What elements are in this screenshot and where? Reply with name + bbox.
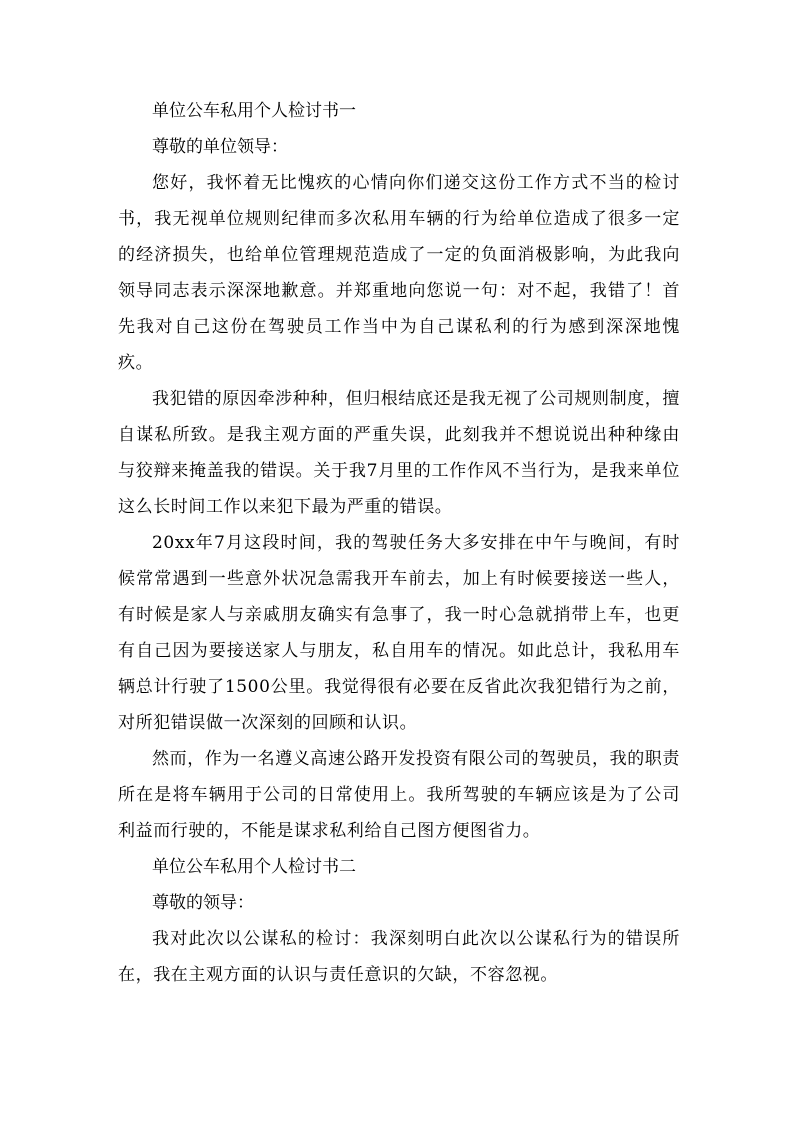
document-body [118,93,680,993]
section-1-title: 单位公车私用个人检讨书一 [152,101,356,121]
section-2-title: 单位公车私用个人检讨书二 [152,857,356,877]
section-1-paragraph-2: 我犯错的原因牵涉种种，但归根结底还是我无视了公司规则制度，擅自谋私所致。是我主观方面的严重失误，此刻我并不想说说出种种缘由与狡辩来掩盖我的错误。关于我7月里的工作作风不当行为，是我来单位这么长时间工作以来犯下最为严重的错误。 [118,389,680,517]
section-1-paragraph-1: 您好，我怀着无比愧疚的心情向你们递交这份工作方式不当的检讨书，我无视单位规则纪律而多次私用车辆的行为给单位造成了很多一定的经济损失，也给单位管理规范造成了一定的负面消极影响，为此我向领导同志表示深深地歉意。并郑重地向您说一句：对不起，我错了！首先我对自己这份在驾驶员工作当中为自己谋私利的行为感到深深地愧疚。 [118,173,680,373]
section-1-paragraph-4: 然而，作为一名遵义高速公路开发投资有限公司的驾驶员，我的职责所在是将车辆用于公司的日常使用上。我所驾驶的车辆应该是为了公司利益而行驶的，不能是谋求私利给自己图方便图省力。 [118,749,680,841]
section-1-salutation: 尊敬的单位领导： [152,137,288,157]
section-2-paragraph-1: 我对此次以公谋私的检讨：我深刻明白此次以公谋私行为的错误所在，我在主观方面的认识与责任意识的欠缺，不容忽视。 [118,929,680,985]
section-2-salutation: 尊敬的领导： [152,893,254,913]
section-1-paragraph-3: 20xx年7月这段时间，我的驾驶任务大多安排在中午与晚间，有时候常常遇到一些意外状况急需我开车前去，加上有时候要接送一些人，有时候是家人与亲戚朋友确实有急事了，我一时心急就捎带上车，也更有自己因为要接送家人与朋友，私自用车的情况。如此总计，我私用车辆总计行驶了1500公里。我觉得很有必要在反省此次我犯错行为之前，对所犯错误做一次深刻的回顾和认识。 [118,533,680,733]
